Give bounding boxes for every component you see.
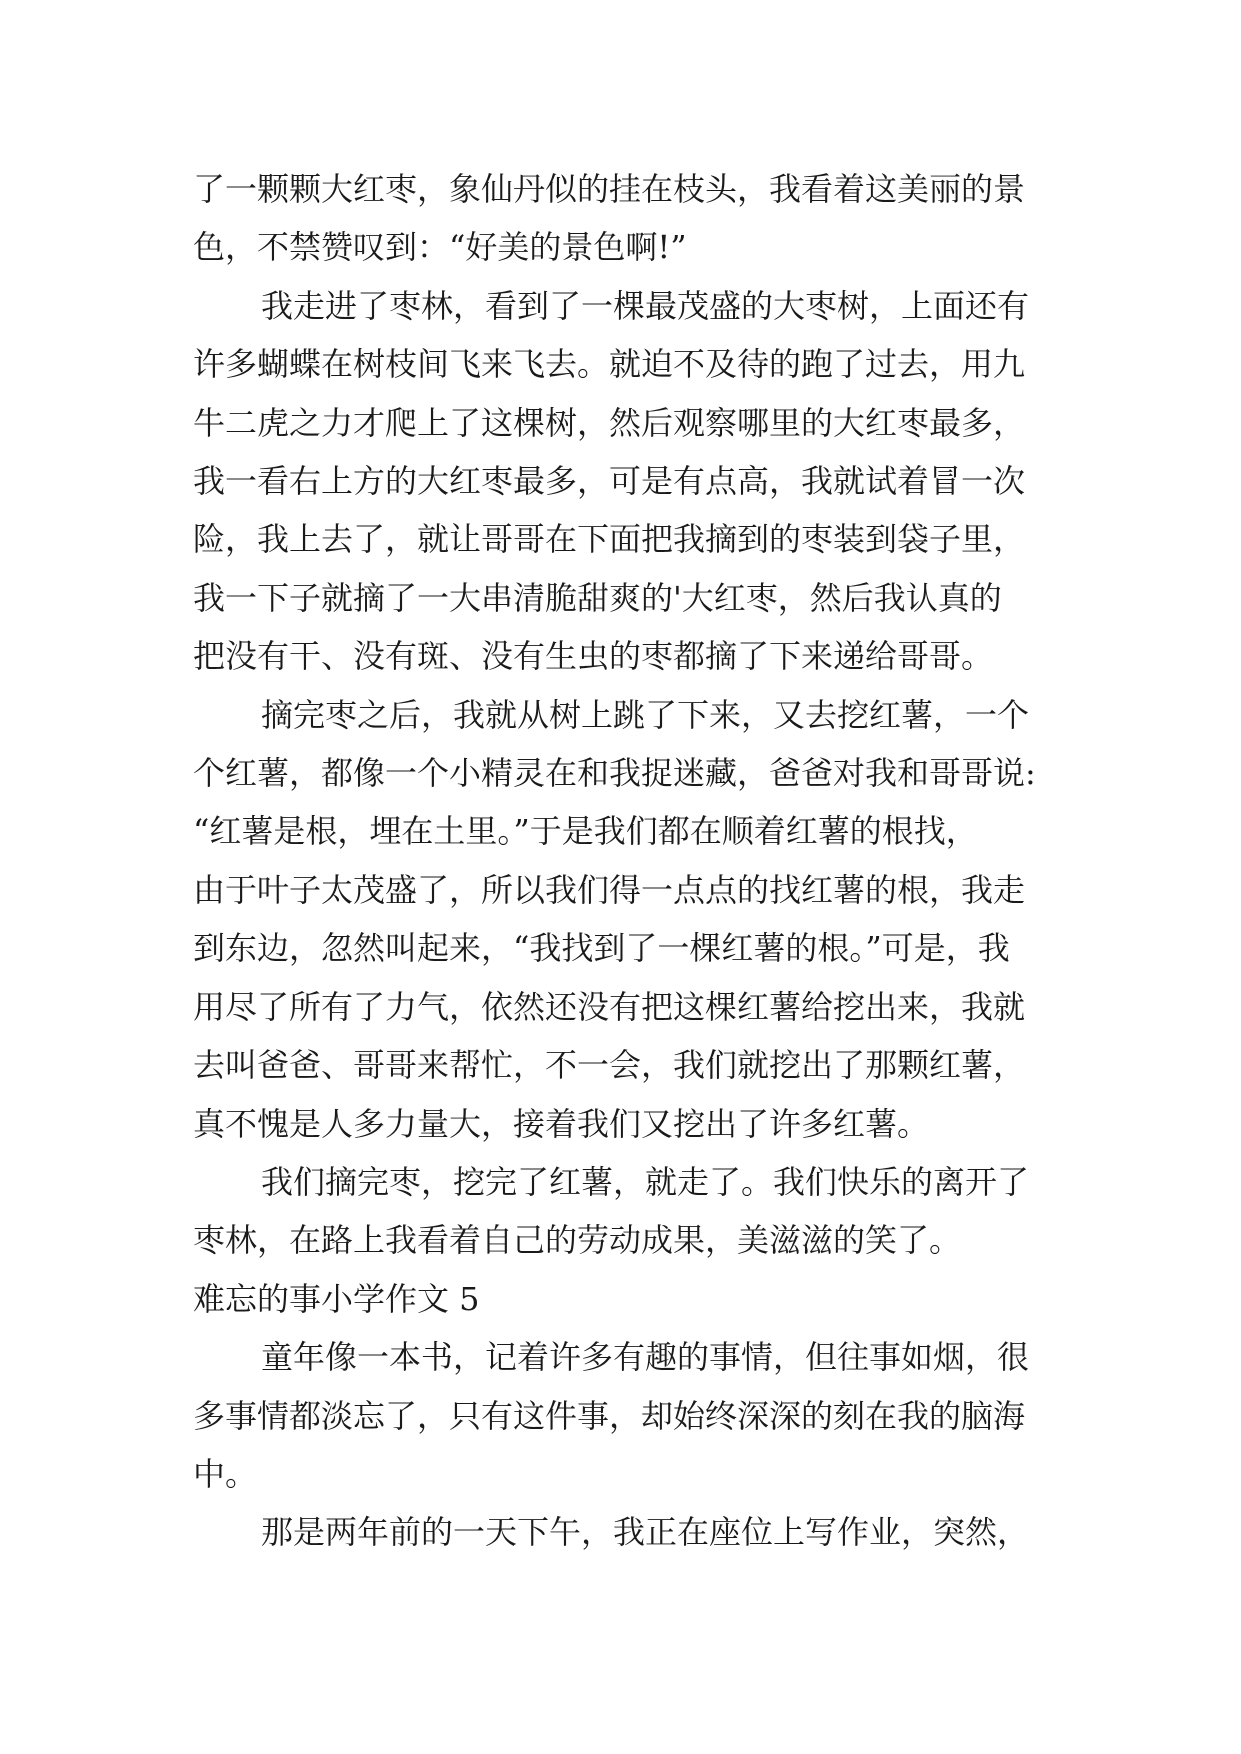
text-line: 我一看右上方的大红枣最多，可是有点高，我就试着冒一次 (193, 462, 1026, 501)
paragraph-start-line: 那是两年前的一天下午，我正在座位上写作业，突然， (261, 1513, 1030, 1552)
text-line: 把没有干、没有斑、没有生虫的枣都摘了下来递给哥哥。 (193, 637, 994, 676)
text-line: 真不愧是人多力量大，接着我们又挖出了许多红薯。 (193, 1104, 930, 1143)
text-line: 个红薯，都像一个小精灵在和我捉迷藏，爸爸对我和哥哥说: (193, 754, 1036, 793)
text-line: 险，我上去了，就让哥哥在下面把我摘到的枣装到袋子里， (193, 520, 1026, 559)
paragraph-start-line: 我走进了枣林，看到了一棵最茂盛的大枣树，上面还有 (261, 286, 1030, 325)
text-line: 我一下子就摘了一大串清脆甜爽的'大红枣，然后我认真的 (193, 578, 1002, 617)
text-line: 许多蝴蝶在树枝间飞来飞去。就迫不及待的跑了过去，用九 (193, 345, 1026, 384)
text-line: 多事情都淡忘了，只有这件事，却始终深深的刻在我的脑海 (193, 1396, 1026, 1435)
text-line: 到东边，忽然叫起来，“我找到了一棵红薯的根。”可是，我 (193, 929, 1010, 968)
text-line: 牛二虎之力才爬上了这棵树，然后观察哪里的大红枣最多， (193, 403, 1026, 442)
document-body (193, 160, 1065, 1562)
paragraph-start-line: 摘完枣之后，我就从树上跳了下来，又去挖红薯，一个 (261, 695, 1030, 734)
text-line: 用尽了所有了力气，依然还没有把这棵红薯给挖出来，我就 (193, 987, 1026, 1026)
text-line: 去叫爸爸、哥哥来帮忙，不一会，我们就挖出了那颗红薯， (193, 1046, 1026, 1085)
section-heading: 难忘的事小学作文 5 (193, 1279, 480, 1318)
text-line: “红薯是根，埋在土里。”于是我们都在顺着红薯的根找， (193, 812, 978, 851)
paragraph-start-line: 童年像一本书，记着许多有趣的事情，但往事如烟，很 (261, 1338, 1030, 1377)
text-line: 中。 (193, 1454, 258, 1493)
paragraph-start-line: 我们摘完枣，挖完了红薯，就走了。我们快乐的离开了 (261, 1162, 1030, 1201)
text-line: 色，不禁赞叹到：“好美的景色啊!” (193, 228, 687, 267)
text-line: 由于叶子太茂盛了，所以我们得一点点的找红薯的根，我走 (193, 870, 1026, 909)
text-line: 枣林，在路上我看着自己的劳动成果，美滋滋的笑了。 (193, 1221, 962, 1260)
text-line: 了一颗颗大红枣，象仙丹似的挂在枝头，我看着这美丽的景 (193, 170, 1026, 208)
